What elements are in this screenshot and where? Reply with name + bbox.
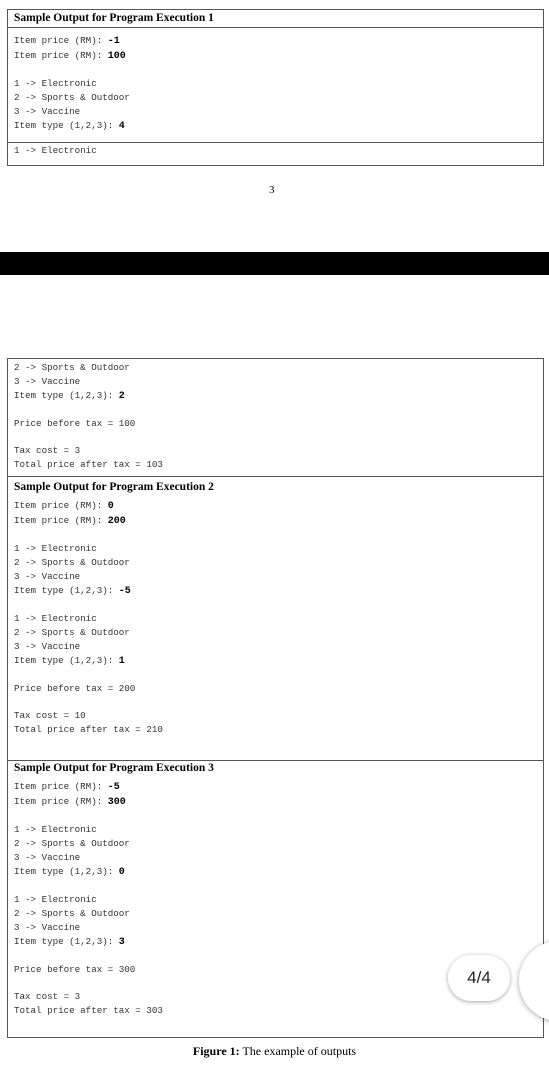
output-line: Item type (1,2,3): 2 [14,390,125,402]
execution-3-title: Sample Output for Program Execution 3 [14,762,214,774]
execution-2-box [7,358,544,761]
output-line: Item type (1,2,3): -5 [14,585,131,597]
menu-line: 3 -> Vaccine [14,376,81,387]
menu-line: 2 -> Sports & Outdoor [14,908,130,919]
menu-line: 3 -> Vaccine [14,571,81,582]
menu-line: 2 -> Sports & Outdoor [14,838,130,849]
output-line: Tax cost = 10 [14,710,86,721]
output-line: Total price after tax = 210 [14,724,163,735]
output-line: Tax cost = 3 [14,445,81,456]
page-indicator-badge: 4/4 [448,955,510,1001]
output-line: Item type (1,2,3): 0 [14,866,125,878]
menu-line: 2 -> Sports & Outdoor [14,557,130,568]
output-line: Item type (1,2,3): 3 [14,936,125,948]
output-line: Item price (RM): -5 [14,781,120,793]
output-line: Total price after tax = 103 [14,459,163,470]
output-line: Price before tax = 300 [14,964,136,975]
menu-line: 3 -> Vaccine [14,922,81,933]
menu-line: 1 -> Electronic [14,543,97,554]
page-number: 3 [269,184,275,196]
output-line: Item price (RM): 200 [14,515,126,527]
menu-line: 2 -> Sports & Outdoor [14,92,130,103]
menu-line: 1 -> Electronic [14,613,97,624]
output-line: Item type (1,2,3): 4 [14,120,125,132]
output-line: Price before tax = 100 [14,418,136,429]
menu-line: 3 -> Vaccine [14,106,81,117]
figure-caption: Figure 1: The example of outputs [192,1044,357,1058]
output-line: Item price (RM): 0 [14,500,114,512]
menu-line: 1 -> Electronic [14,894,97,905]
output-line: Item price (RM): 300 [14,796,126,808]
menu-line: 1 -> Electronic [14,824,97,835]
execution-1-title: Sample Output for Program Execution 1 [8,10,543,28]
output-line: Total price after tax = 303 [14,1005,163,1016]
output-line: Item price (RM): 100 [14,50,126,62]
menu-line: 1 -> Electronic [14,145,97,156]
execution-1-box [7,9,544,166]
page-break-bar [0,252,549,275]
execution-2-title: Sample Output for Program Execution 2 [14,481,214,493]
menu-line: 2 -> Sports & Outdoor [14,627,130,638]
output-line: Tax cost = 3 [14,991,81,1002]
output-line: Price before tax = 200 [14,683,136,694]
output-line: Item price (RM): -1 [14,35,120,47]
menu-line: 3 -> Vaccine [14,852,81,863]
menu-line: 1 -> Electronic [14,78,97,89]
output-line: Item type (1,2,3): 1 [14,655,125,667]
menu-line: 2 -> Sports & Outdoor [14,362,130,373]
menu-line: 3 -> Vaccine [14,641,81,652]
